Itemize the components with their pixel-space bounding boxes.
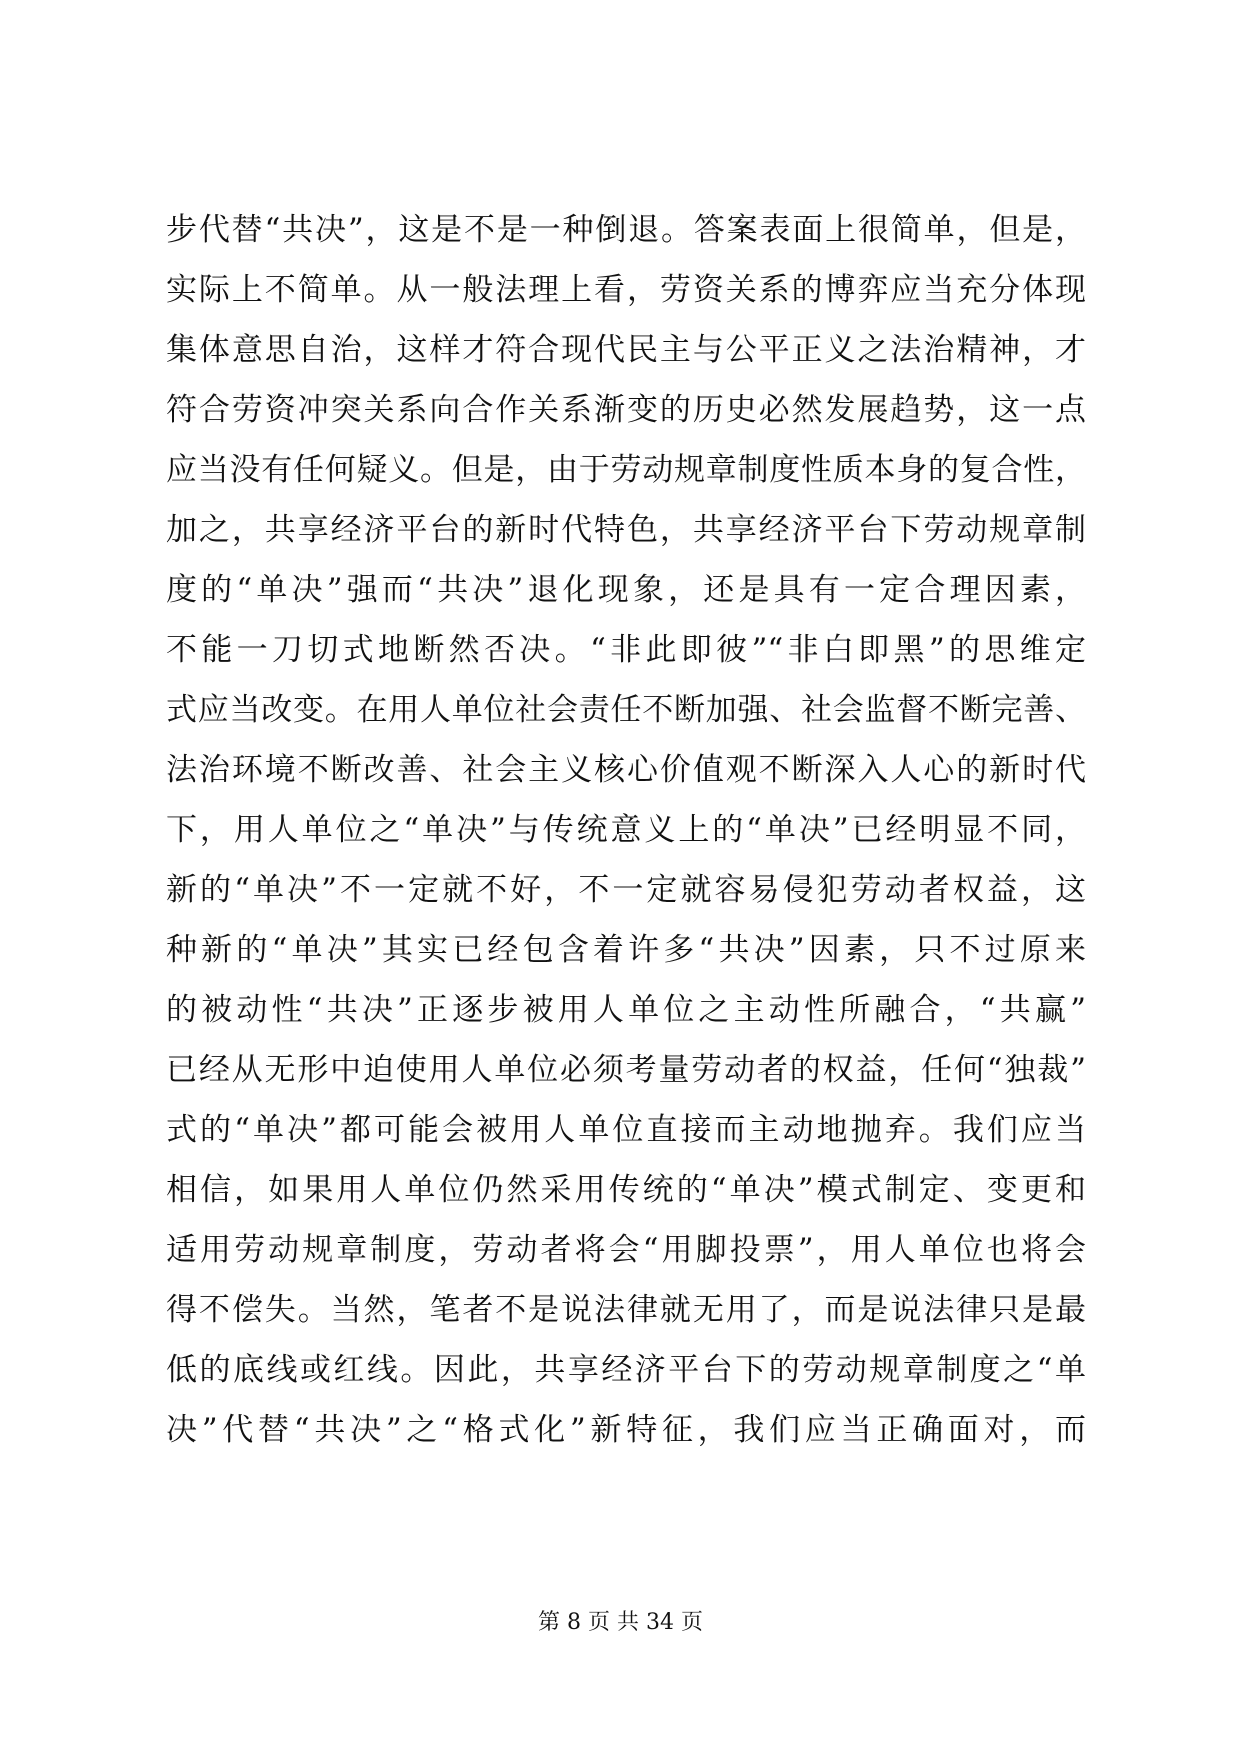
text-line: 新的“单决”不一定就不好，不一定就容易侵犯劳动者权益，这	[166, 872, 1086, 908]
text-line: 下，用人单位之“单决”与传统意义上的“单决”已经明显不同，	[166, 812, 1086, 848]
text-line: 已经从无形中迫使用人单位必须考量劳动者的权益，任何“独裁”	[166, 1052, 1086, 1088]
text-line: 实际上不简单。从一般法理上看，劳资关系的博弈应当充分体现	[166, 272, 1086, 308]
text-line: 的被动性“共决”正逐步被用人单位之主动性所融合，“共赢”	[166, 992, 1086, 1028]
text-line: 决”代替“共决”之“格式化”新特征，我们应当正确面对，而	[166, 1412, 1086, 1448]
text-line: 相信，如果用人单位仍然采用传统的“单决”模式制定、变更和	[166, 1172, 1086, 1208]
page-footer	[0, 1608, 1241, 1638]
text-line: 符合劳资冲突关系向合作关系渐变的历史必然发展趋势，这一点	[166, 392, 1086, 428]
text-line: 式的“单决”都可能会被用人单位直接而主动地抛弃。我们应当	[166, 1112, 1086, 1148]
body-paragraph	[166, 200, 1086, 1460]
text-line: 得不偿失。当然，笔者不是说法律就无用了，而是说法律只是最	[166, 1292, 1086, 1328]
page-number-label: 第 8 页 共 34 页	[538, 1610, 703, 1635]
text-line: 不能一刀切式地断然否决。“非此即彼”“非白即黑”的思维定	[166, 632, 1086, 668]
text-line: 应当没有任何疑义。但是，由于劳动规章制度性质本身的复合性，	[166, 452, 1086, 488]
text-line: 低的底线或红线。因此，共享经济平台下的劳动规章制度之“单	[166, 1352, 1086, 1388]
text-line: 适用劳动规章制度，劳动者将会“用脚投票”，用人单位也将会	[166, 1232, 1086, 1268]
text-line: 种新的“单决”其实已经包含着许多“共决”因素，只不过原来	[166, 932, 1086, 968]
text-line: 度的“单决”强而“共决”退化现象，还是具有一定合理因素，	[166, 572, 1086, 608]
text-line: 加之，共享经济平台的新时代特色，共享经济平台下劳动规章制	[166, 512, 1086, 548]
text-line: 步代替“共决”，这是不是一种倒退。答案表面上很简单，但是，	[166, 212, 1086, 248]
text-line: 式应当改变。在用人单位社会责任不断加强、社会监督不断完善、	[166, 692, 1086, 728]
text-line: 集体意思自治，这样才符合现代民主与公平正义之法治精神，才	[166, 332, 1086, 368]
text-line: 法治环境不断改善、社会主义核心价值观不断深入人心的新时代	[166, 752, 1086, 788]
